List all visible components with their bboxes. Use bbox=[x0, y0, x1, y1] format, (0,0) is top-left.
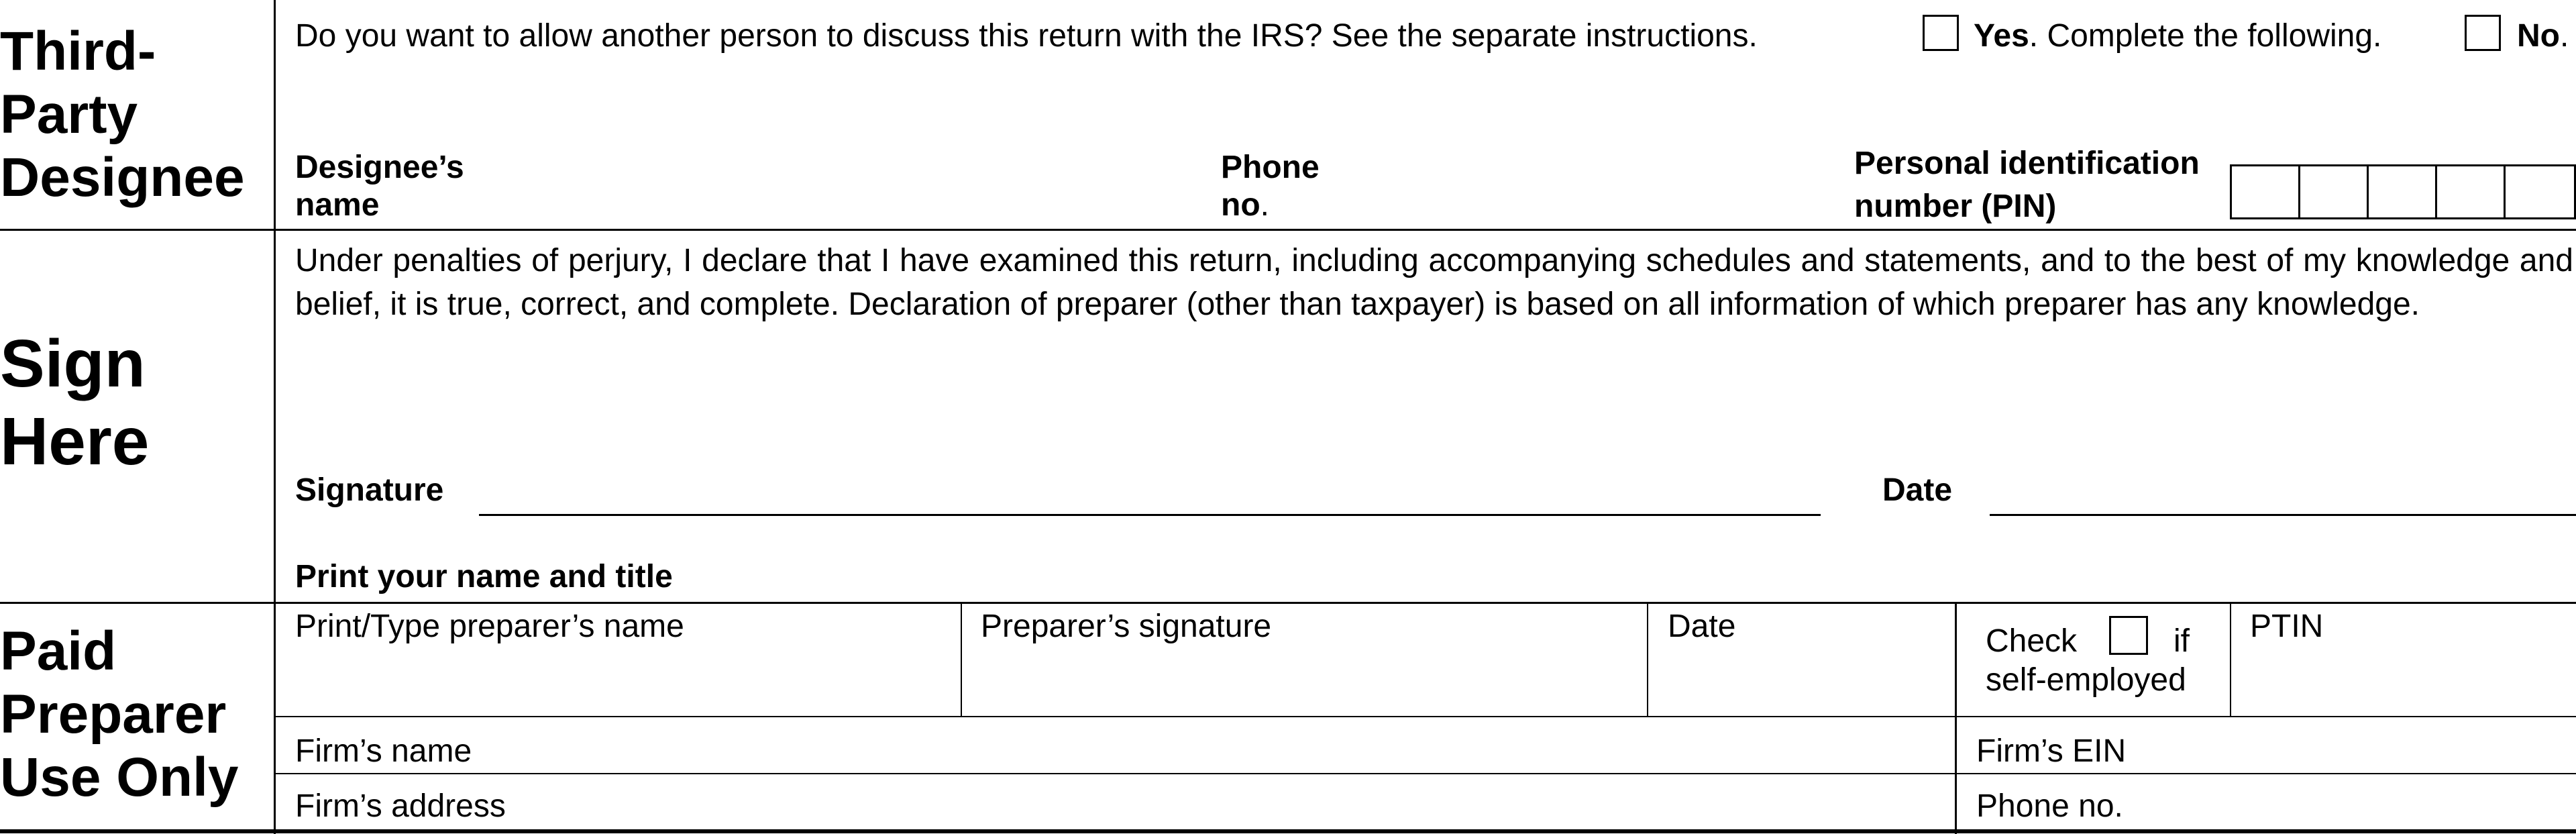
preparer-phone-label: Phone no. bbox=[1976, 788, 2123, 824]
left-column-divider bbox=[274, 0, 276, 834]
no-suffix: . bbox=[2559, 18, 2569, 54]
preparer-row2-bottom-rule bbox=[274, 773, 2576, 774]
yes-checkbox[interactable] bbox=[1923, 15, 1959, 51]
preparer-col-divider-4 bbox=[2230, 602, 2231, 717]
signature-line[interactable] bbox=[479, 514, 1821, 516]
third-party-bottom-rule bbox=[0, 229, 2576, 231]
yes-suffix: . Complete the following. bbox=[2029, 18, 2382, 54]
yes-option-text bbox=[1974, 17, 2381, 55]
designee-phone-label: Phone no. bbox=[1221, 150, 1320, 223]
ptin-label: PTIN bbox=[2250, 609, 2324, 644]
sign-date-label: Date bbox=[1882, 472, 1953, 508]
form-bottom-rule bbox=[0, 829, 2576, 833]
no-checbox[interactable] bbox=[2465, 15, 2501, 51]
designee-name-label: Designee’s name bbox=[295, 150, 464, 223]
yes-label: Yes bbox=[1974, 18, 2029, 54]
pin-box-4[interactable] bbox=[2435, 164, 2506, 219]
pin-box-2[interactable] bbox=[2298, 164, 2369, 219]
perjury-declaration: Under penalties of perjury, I declare that I have examined this return, including accompanying schedules and statements, and to the best of my knowledge and belief, it is true, correct, and complete. Declaration of preparer (other than taxpayer) is based on all information of which preparer has any knowledge. bbox=[295, 243, 2573, 322]
preparer-col-divider-1 bbox=[961, 602, 962, 717]
sign-here-section-label: Sign Here bbox=[0, 326, 150, 479]
pin-box-1[interactable] bbox=[2230, 164, 2300, 219]
designee-question: Do you want to allow another person to discuss this return with the IRS? See the separate instructions. bbox=[295, 18, 1758, 54]
firm-ein-label: Firm’s EIN bbox=[1976, 733, 2127, 769]
self-employed-label: self-employed bbox=[1986, 662, 2186, 698]
preparer-date-label: Date bbox=[1668, 609, 1736, 644]
preparer-col-divider-2 bbox=[1647, 602, 1648, 717]
sign-date-line[interactable] bbox=[1990, 514, 2576, 516]
print-name-title-label: Print your name and title bbox=[295, 559, 673, 594]
firm-name-label: Firm’s name bbox=[295, 733, 472, 769]
no-option-text bbox=[2517, 17, 2569, 55]
preparer-signature-label: Preparer’s signature bbox=[981, 609, 1272, 644]
signature-label: Signature bbox=[295, 472, 444, 508]
no-label: No bbox=[2517, 18, 2560, 54]
paid-preparer-section-label: Paid Preparer Use Only bbox=[0, 621, 239, 808]
pin-box-5[interactable] bbox=[2504, 164, 2576, 219]
third-party-section-label: Third- Party Designee bbox=[0, 21, 245, 208]
sign-here-bottom-rule bbox=[0, 602, 2576, 604]
firm-address-label: Firm’s address bbox=[295, 788, 506, 824]
self-employed-checkbox[interactable] bbox=[2109, 616, 2148, 655]
check-label: Check bbox=[1986, 623, 2078, 659]
pin-label: Personal identification number (PIN) bbox=[1854, 146, 2200, 224]
preparer-col-divider-3 bbox=[1955, 602, 1957, 834]
preparer-name-label: Print/Type preparer’s name bbox=[295, 609, 684, 644]
pin-box-3[interactable] bbox=[2367, 164, 2437, 219]
if-label: if bbox=[2174, 623, 2190, 659]
